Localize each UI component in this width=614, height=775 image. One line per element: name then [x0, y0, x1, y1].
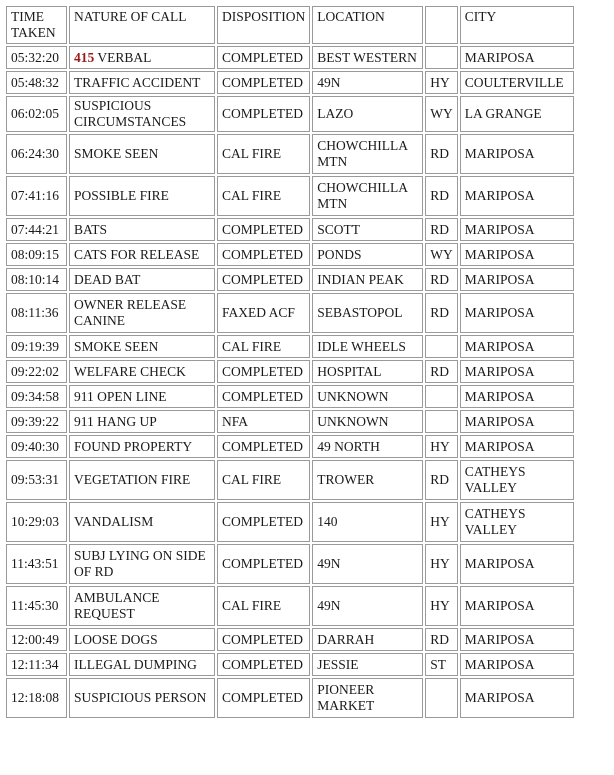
cell-city: CATHEYS VALLEY: [460, 460, 574, 500]
cell-suffix: [425, 46, 458, 69]
cell-suffix: HY: [425, 502, 458, 542]
cell-time: 05:32:20: [6, 46, 67, 69]
cell-time: 12:00:49: [6, 628, 67, 651]
cell-time: 11:43:51: [6, 544, 67, 584]
table-row: [6, 268, 574, 291]
table-row: [6, 678, 574, 718]
cell-disposition: COMPLETED: [217, 544, 310, 584]
cell-disposition: CAL FIRE: [217, 335, 310, 358]
table-row: [6, 586, 574, 626]
cell-disposition: COMPLETED: [217, 385, 310, 408]
cell-suffix: WY: [425, 243, 458, 266]
cell-city: MARIPOSA: [460, 653, 574, 676]
cell-suffix: [425, 410, 458, 433]
cell-city: MARIPOSA: [460, 628, 574, 651]
cell-time: 09:53:31: [6, 460, 67, 500]
cell-location: IDLE WHEELS: [312, 335, 423, 358]
cell-nature: SUSPICIOUS PERSON: [69, 678, 215, 718]
cell-nature: CATS FOR RELEASE: [69, 243, 215, 266]
cell-suffix: [425, 678, 458, 718]
nature-code-highlight: 415: [74, 49, 95, 65]
cell-disposition: COMPLETED: [217, 218, 310, 241]
table-row: [6, 176, 574, 216]
cell-location: 49 NORTH: [312, 435, 423, 458]
nature-text: VERBAL: [94, 49, 152, 65]
cell-time: 08:10:14: [6, 268, 67, 291]
cell-time: 12:18:08: [6, 678, 67, 718]
cell-disposition: COMPLETED: [217, 502, 310, 542]
cell-nature: ILLEGAL DUMPING: [69, 653, 215, 676]
cell-suffix: HY: [425, 71, 458, 94]
cell-city: MARIPOSA: [460, 435, 574, 458]
cell-time: 07:44:21: [6, 218, 67, 241]
cell-location: JESSIE: [312, 653, 423, 676]
header-time: TIME TAKEN: [6, 6, 67, 44]
table-row: [6, 544, 574, 584]
cell-disposition: COMPLETED: [217, 268, 310, 291]
cell-location: 140: [312, 502, 423, 542]
cell-city: MARIPOSA: [460, 134, 574, 174]
cell-suffix: RD: [425, 460, 458, 500]
cell-disposition: CAL FIRE: [217, 134, 310, 174]
cell-city: MARIPOSA: [460, 678, 574, 718]
cell-city: MARIPOSA: [460, 268, 574, 291]
cell-time: 12:11:34: [6, 653, 67, 676]
table-row: [6, 502, 574, 542]
cell-time: 09:22:02: [6, 360, 67, 383]
table-row: [6, 218, 574, 241]
table-row: [6, 335, 574, 358]
cell-disposition: COMPLETED: [217, 96, 310, 132]
cell-time: 11:45:30: [6, 586, 67, 626]
cell-suffix: RD: [425, 218, 458, 241]
cell-suffix: ST: [425, 653, 458, 676]
cell-city: MARIPOSA: [460, 218, 574, 241]
cell-city: MARIPOSA: [460, 176, 574, 216]
table-row: [6, 46, 574, 69]
table-row: [6, 71, 574, 94]
cell-city: MARIPOSA: [460, 293, 574, 333]
cell-nature: DEAD BAT: [69, 268, 215, 291]
cell-time: 09:19:39: [6, 335, 67, 358]
table-row: [6, 293, 574, 333]
cell-suffix: HY: [425, 435, 458, 458]
header-city: CITY: [460, 6, 574, 44]
cell-suffix: RD: [425, 176, 458, 216]
header-row: [6, 6, 574, 44]
cell-location: 49N: [312, 71, 423, 94]
table-row: [6, 134, 574, 174]
table-row: [6, 243, 574, 266]
cell-time: 08:11:36: [6, 293, 67, 333]
cell-city: LA GRANGE: [460, 96, 574, 132]
cell-disposition: COMPLETED: [217, 653, 310, 676]
cell-nature: AMBULANCE REQUEST: [69, 586, 215, 626]
cell-nature: SMOKE SEEN: [69, 335, 215, 358]
cell-time: 05:48:32: [6, 71, 67, 94]
cell-city: MARIPOSA: [460, 243, 574, 266]
cell-city: CATHEYS VALLEY: [460, 502, 574, 542]
table-row: [6, 96, 574, 132]
header-nature: NATURE OF CALL: [69, 6, 215, 44]
table-row: [6, 460, 574, 500]
cell-location: BEST WESTERN: [312, 46, 423, 69]
cell-city: MARIPOSA: [460, 544, 574, 584]
cell-city: MARIPOSA: [460, 335, 574, 358]
cell-location: 49N: [312, 544, 423, 584]
cell-location: HOSPITAL: [312, 360, 423, 383]
cell-location: INDIAN PEAK: [312, 268, 423, 291]
cell-disposition: COMPLETED: [217, 435, 310, 458]
cell-suffix: RD: [425, 360, 458, 383]
cell-nature: VANDALISM: [69, 502, 215, 542]
cell-suffix: RD: [425, 134, 458, 174]
cell-suffix: RD: [425, 293, 458, 333]
cell-disposition: COMPLETED: [217, 628, 310, 651]
cell-suffix: [425, 335, 458, 358]
cell-suffix: WY: [425, 96, 458, 132]
cell-city: MARIPOSA: [460, 46, 574, 69]
cell-disposition: COMPLETED: [217, 46, 310, 69]
cell-location: PONDS: [312, 243, 423, 266]
cell-location: SCOTT: [312, 218, 423, 241]
cell-location: UNKNOWN: [312, 410, 423, 433]
cell-nature: 911 HANG UP: [69, 410, 215, 433]
cell-time: 07:41:16: [6, 176, 67, 216]
cell-location: TROWER: [312, 460, 423, 500]
cell-disposition: COMPLETED: [217, 360, 310, 383]
table-row: [6, 628, 574, 651]
cell-suffix: [425, 385, 458, 408]
cell-location: CHOWCHILLA MTN: [312, 176, 423, 216]
cell-location: CHOWCHILLA MTN: [312, 134, 423, 174]
cell-time: 06:02:05: [6, 96, 67, 132]
cell-suffix: RD: [425, 268, 458, 291]
cell-city: COULTERVILLE: [460, 71, 574, 94]
table-row: [6, 410, 574, 433]
cell-time: 08:09:15: [6, 243, 67, 266]
cell-city: MARIPOSA: [460, 385, 574, 408]
cell-disposition: COMPLETED: [217, 243, 310, 266]
cell-disposition: CAL FIRE: [217, 176, 310, 216]
cell-nature: POSSIBLE FIRE: [69, 176, 215, 216]
cell-time: 10:29:03: [6, 502, 67, 542]
cell-nature: VEGETATION FIRE: [69, 460, 215, 500]
cell-nature: WELFARE CHECK: [69, 360, 215, 383]
cell-nature: SUSPICIOUS CIRCUMSTANCES: [69, 96, 215, 132]
cell-suffix: HY: [425, 544, 458, 584]
cell-disposition: COMPLETED: [217, 71, 310, 94]
cell-nature: BATS: [69, 218, 215, 241]
cell-disposition: NFA: [217, 410, 310, 433]
cell-nature: 911 OPEN LINE: [69, 385, 215, 408]
cell-disposition: COMPLETED: [217, 678, 310, 718]
cell-time: 09:34:58: [6, 385, 67, 408]
cell-disposition: FAXED ACF: [217, 293, 310, 333]
cell-city: MARIPOSA: [460, 586, 574, 626]
cell-location: DARRAH: [312, 628, 423, 651]
cell-nature: TRAFFIC ACCIDENT: [69, 71, 215, 94]
cell-nature: LOOSE DOGS: [69, 628, 215, 651]
cell-suffix: HY: [425, 586, 458, 626]
cell-location: 49N: [312, 586, 423, 626]
cell-nature: FOUND PROPERTY: [69, 435, 215, 458]
cell-location: LAZO: [312, 96, 423, 132]
cell-time: 09:40:30: [6, 435, 67, 458]
cell-time: 09:39:22: [6, 410, 67, 433]
table-row: [6, 360, 574, 383]
table-row: [6, 653, 574, 676]
cell-disposition: CAL FIRE: [217, 586, 310, 626]
cell-nature: [69, 46, 215, 69]
cell-location: SEBASTOPOL: [312, 293, 423, 333]
cell-location: PIONEER MARKET: [312, 678, 423, 718]
header-suffix: [425, 6, 458, 44]
cell-nature: SUBJ LYING ON SIDE OF RD: [69, 544, 215, 584]
cell-time: 06:24:30: [6, 134, 67, 174]
cell-disposition: CAL FIRE: [217, 460, 310, 500]
cell-city: MARIPOSA: [460, 360, 574, 383]
table-row: [6, 435, 574, 458]
header-location: LOCATION: [312, 6, 423, 44]
header-disposition: DISPOSITION: [217, 6, 310, 44]
cell-location: UNKNOWN: [312, 385, 423, 408]
cell-nature: SMOKE SEEN: [69, 134, 215, 174]
cell-nature: OWNER RELEASE CANINE: [69, 293, 215, 333]
cell-city: MARIPOSA: [460, 410, 574, 433]
table-row: [6, 385, 574, 408]
call-log-table: [4, 4, 576, 720]
cell-suffix: RD: [425, 628, 458, 651]
